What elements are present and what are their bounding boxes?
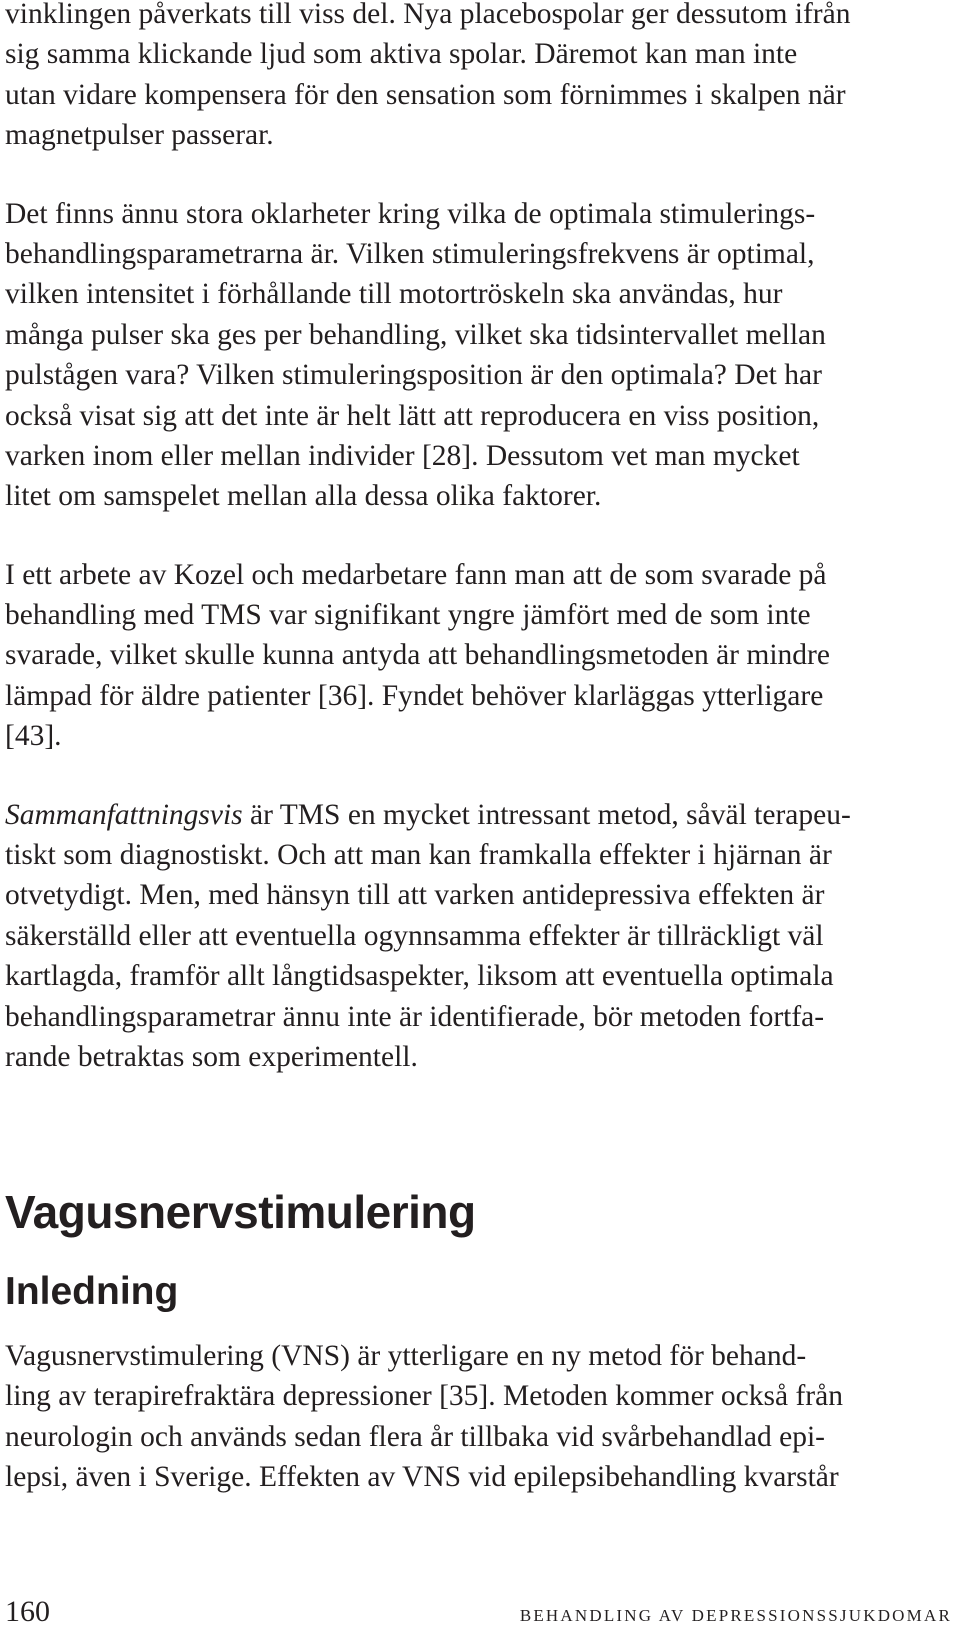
text-line: varken inom eller mellan individer [28]. Dessutom vet man mycket <box>5 439 800 472</box>
text-line: många pulser ska ges per behandling, vilket ska tidsintervallet mellan <box>5 318 826 351</box>
text-line: behandlingsparametrar ännu inte är identifierade, bör metoden fortfa- <box>5 1000 825 1033</box>
text-line: rande betraktas som experimentell. <box>5 1040 418 1073</box>
paragraph-3 <box>5 555 910 757</box>
lead-rest-text: är TMS en mycket intressant metod, såväl terapeu- <box>242 798 851 831</box>
text-line: Det finns ännu stora oklarheter kring vilka de optimala stimulerings- <box>5 197 816 230</box>
text-line: neurologin och används sedan flera år tillbaka vid svårbehandlad epi- <box>5 1420 825 1453</box>
paragraph-1 <box>5 0 910 156</box>
text-line: svarade, vilket skulle kunna antyda att behandlingsmetoden är mindre <box>5 639 830 672</box>
text-line <box>5 795 910 835</box>
text-line: Vagusnervstimulering (VNS) är ytterligare en ny metod för behand- <box>5 1340 807 1372</box>
text-line: I ett arbete av Kozel och medarbetare fann man att de som svarade på <box>5 558 827 591</box>
running-footer-title: BEHANDLING AV DEPRESSIONSSJUKDOMAR <box>519 1606 952 1625</box>
section-heading: Vagusnervstimulering <box>5 1186 476 1238</box>
text-line: sig samma klickande ljud som aktiva spolar. Däremot kan man inte <box>5 38 798 71</box>
paragraph-5 <box>5 1336 843 1498</box>
text-line: behandlingsparametrarna är. Vilken stimuleringsfrekvens är optimal, <box>5 237 815 270</box>
text-line: litet om samspelet mellan alla dessa olika faktorer. <box>5 480 602 513</box>
body-text <box>5 0 910 1077</box>
text-line: pulstågen vara? Vilken stimuleringsposition är den optimala? Det har <box>5 359 822 392</box>
text-line: också visat sig att det inte är helt lätt att reproducera en viss position, <box>5 399 820 432</box>
text-line: [43]. <box>5 720 62 753</box>
text-line: lämpad för äldre patienter [36]. Fyndet behöver klarläggas ytterligare <box>5 679 824 712</box>
text-line: utan vidare kompensera för den sensation som förnimmes i skalpen när <box>5 78 846 111</box>
text-line: magnetpulser passerar. <box>5 119 274 152</box>
text-line: tiskt som diagnostiskt. Och att man kan framkalla effekter i hjärnan är <box>5 839 832 872</box>
text-line: ling av terapirefraktära depressioner [35]. Metoden kommer också från <box>5 1380 843 1413</box>
page-number: 160 <box>5 1595 50 1628</box>
subsection-heading: Inledning <box>5 1270 179 1313</box>
text-line: vinklingen påverkats till viss del. Nya placebospolar ger dessutom ifrån <box>5 0 851 30</box>
text-line: kartlagda, framför allt långtidsaspekter, liksom att eventuella optimala <box>5 960 834 993</box>
text-line: säkerställd eller att eventuella ogynnsamma effekter är tillräckligt väl <box>5 919 824 952</box>
italic-lead-word: Sammanfattningsvis <box>5 798 243 831</box>
text-line: lepsi, även i Sverige. Effekten av VNS vid epilepsibehandling kvarstår <box>5 1461 839 1494</box>
paragraph-4 <box>5 795 910 1078</box>
text-line: otvetydigt. Men, med hänsyn till att varken antidepressiva effekten är <box>5 879 825 912</box>
text-line: vilken intensitet i förhållande till motortröskeln ska användas, hur <box>5 278 783 311</box>
text-line: behandling med TMS var signifikant yngre jämfört med de som inte <box>5 599 811 632</box>
paragraph-2 <box>5 194 910 517</box>
